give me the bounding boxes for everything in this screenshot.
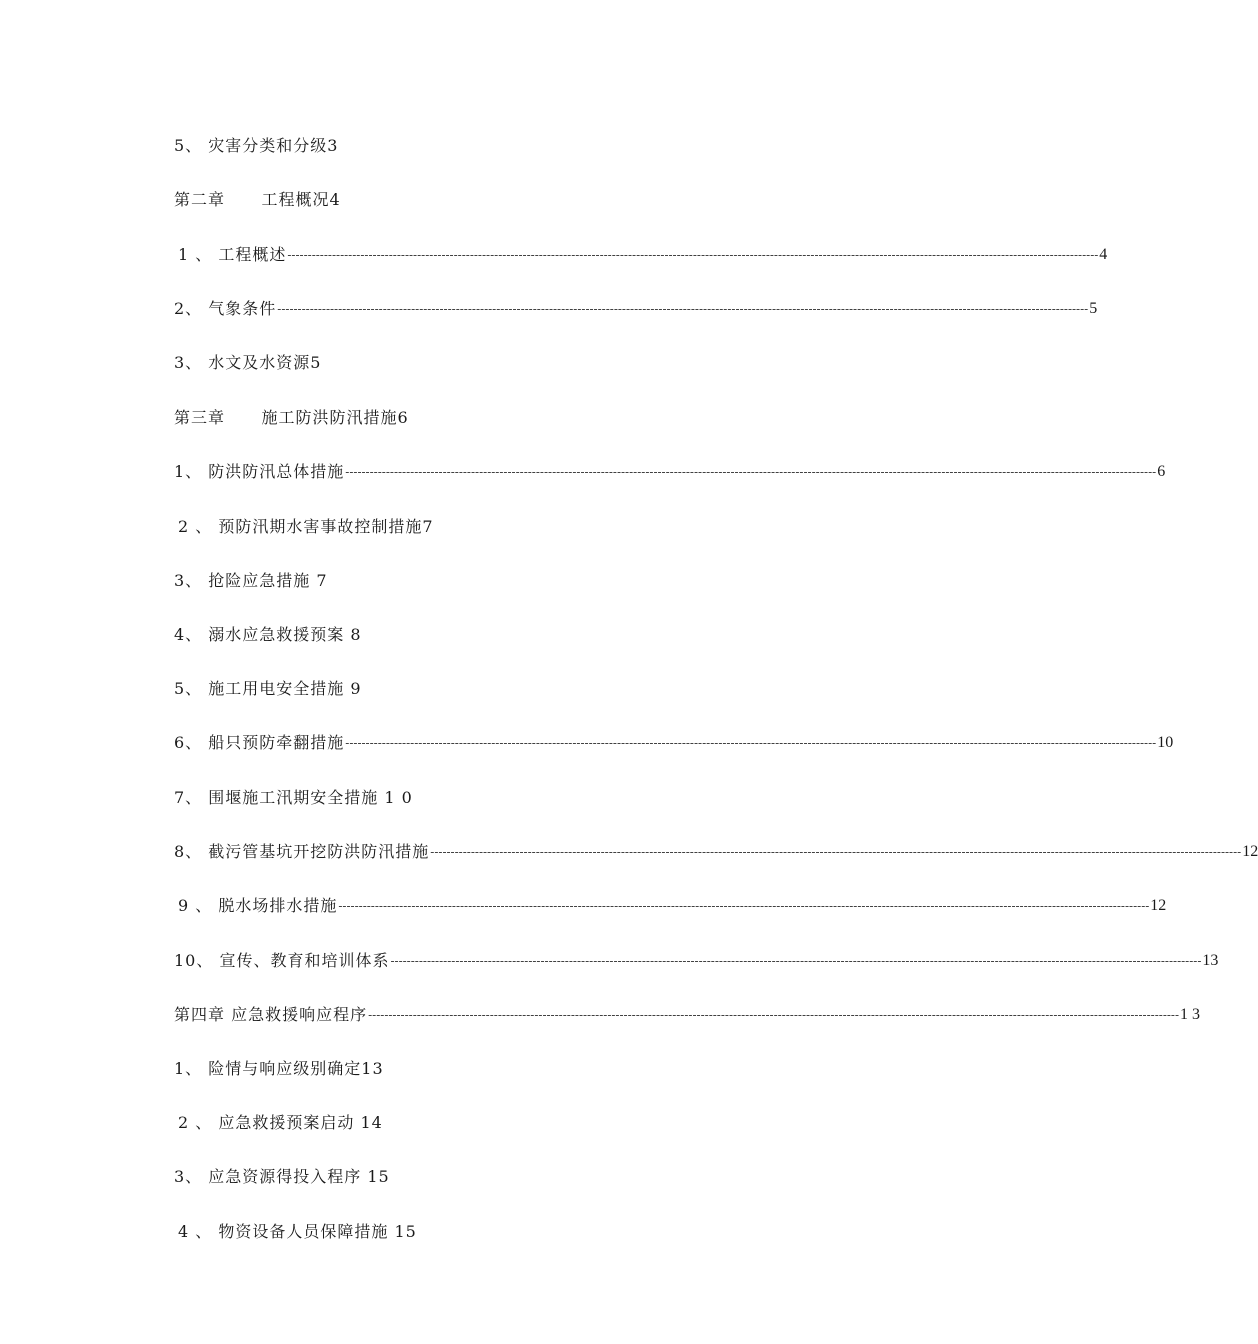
toc-entry-label: 5、 施工用电安全措施 9	[174, 679, 362, 698]
toc-entry-resource-procedure	[174, 1165, 390, 1189]
toc-entry-vessel-measures	[174, 731, 1174, 755]
toc-entry-electrical-safety	[174, 677, 362, 701]
toc-page-number: 6	[1157, 463, 1166, 480]
toc-dot-leader: --------------------------------------------------------------------------------------------------------------------------------------------------------------------------------------------------------	[338, 899, 1150, 913]
toc-entry-flood-accident-control	[178, 515, 434, 539]
toc-entry-supply-guarantee	[178, 1220, 417, 1244]
toc-entry-label: 1 、 工程概述	[178, 245, 287, 264]
toc-page-number: 12	[1242, 843, 1258, 860]
toc-entry-dewatering-drainage	[178, 894, 1167, 918]
toc-entry-label: 4、 溺水应急救援预案 8	[174, 625, 362, 644]
toc-entry-overall-measures	[174, 460, 1166, 484]
toc-entry-label: 第三章 施工防洪防汛措施6	[174, 408, 409, 427]
toc-entry-label: 4 、 物资设备人员保障措施 15	[178, 1222, 417, 1241]
toc-page-number: 4	[1099, 246, 1108, 263]
toc-entry-label: 1、 防洪防汛总体措施	[174, 462, 345, 481]
toc-dot-leader: --------------------------------------------------------------------------------------------------------------------------------------------------------------------------------------------------------	[368, 1008, 1180, 1022]
toc-entry-label: 2 、 预防汛期水害事故控制措施7	[178, 517, 434, 536]
toc-page-number: 10	[1157, 734, 1174, 751]
toc-dot-leader: --------------------------------------------------------------------------------------------------------------------------------------------------------------------------------------------------------	[430, 845, 1242, 859]
toc-entry-label: 9 、 脱水场排水措施	[178, 896, 338, 915]
toc-entry-rescue-measures	[174, 569, 328, 593]
toc-entry-label: 3、 应急资源得投入程序 15	[174, 1167, 390, 1186]
toc-dot-leader: --------------------------------------------------------------------------------------------------------------------------------------------------------------------------------------------------------	[345, 736, 1157, 750]
toc-entry-label: 3、 抢险应急措施 7	[174, 571, 328, 590]
toc-page-number: 1 3	[1180, 1006, 1201, 1023]
toc-entry-label: 3、 水文及水资源5	[174, 353, 322, 372]
toc-entry-label: 7、 围堰施工汛期安全措施 1 0	[174, 788, 413, 807]
toc-page-number: 12	[1150, 897, 1167, 914]
toc-entry-label: 第四章 应急救援响应程序	[174, 1005, 368, 1024]
toc-chapter-3	[174, 406, 409, 430]
toc-entry-weather	[174, 297, 1098, 321]
toc-page-number: 5	[1089, 300, 1098, 317]
toc-dot-leader: --------------------------------------------------------------------------------------------------------------------------------------------------------------------------------------------------------	[277, 302, 1089, 316]
toc-entry-plan-activation	[178, 1111, 383, 1135]
toc-dot-leader: --------------------------------------------------------------------------------------------------------------------------------------------------------------------------------------------------------	[390, 954, 1202, 968]
toc-entry-label: 2 、 应急救援预案启动 14	[178, 1113, 383, 1132]
toc-entry-label: 10、 宣传、教育和培训体系	[174, 951, 390, 970]
toc-entry-hydrology	[174, 351, 321, 375]
toc-dot-leader: --------------------------------------------------------------------------------------------------------------------------------------------------------------------------------------------------------	[345, 465, 1157, 479]
toc-dot-leader: --------------------------------------------------------------------------------------------------------------------------------------------------------------------------------------------------------	[287, 248, 1099, 262]
toc-page-number: 13	[1202, 952, 1219, 969]
toc-entry-sewer-pit-measures	[174, 840, 1258, 864]
toc-chapter-2	[174, 188, 341, 212]
toc-entry-label: 1、 险情与响应级别确定13	[174, 1059, 384, 1078]
toc-entry-label: 6、 船只预防牵翻措施	[174, 733, 345, 752]
toc-entry-label: 5、 灾害分类和分级3	[174, 136, 339, 155]
toc-entry-label: 2、 气象条件	[174, 299, 277, 318]
toc-entry-training-system	[174, 949, 1219, 973]
toc-entry-label: 8、 截污管基坑开挖防洪防汛措施	[174, 842, 430, 861]
toc-entry-response-level	[174, 1057, 384, 1081]
toc-entry-project-overview	[178, 243, 1108, 267]
toc-entry-disaster-classification	[174, 134, 338, 158]
toc-chapter-4	[174, 1003, 1201, 1027]
toc-entry-drowning-plan	[174, 623, 362, 647]
toc-entry-label: 第二章 工程概况4	[174, 190, 341, 209]
toc-entry-cofferdam-safety	[174, 786, 413, 810]
